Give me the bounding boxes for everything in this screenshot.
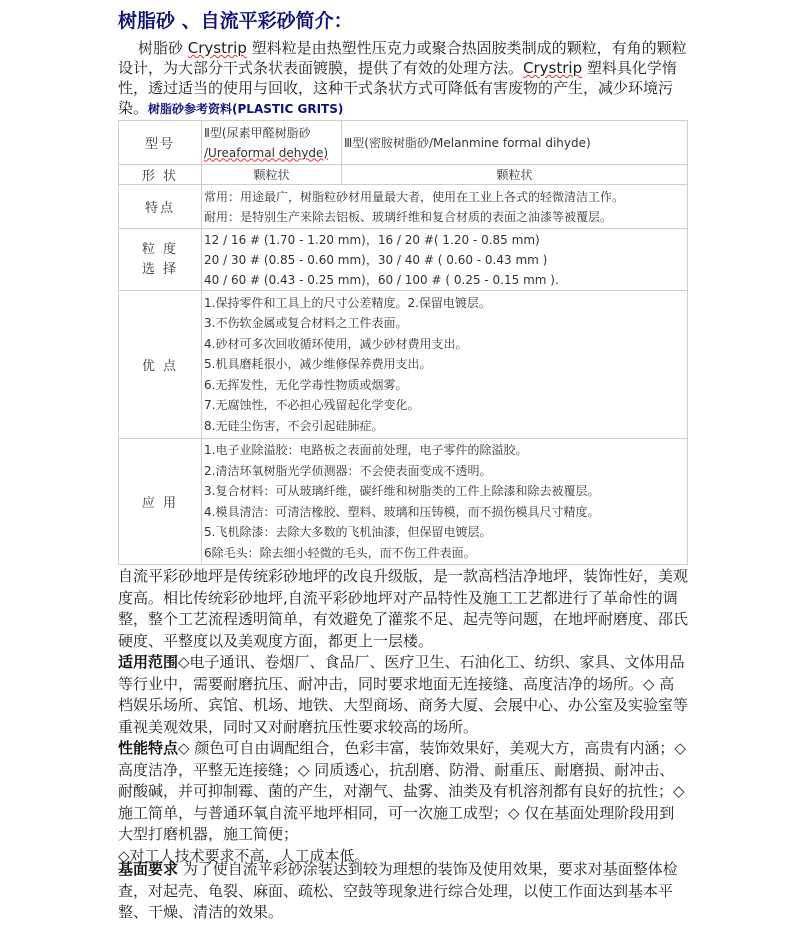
grain-cell bbox=[202, 229, 688, 291]
grain-line: 12 / 16 # (1.70 - 1.20 mm)，16 / 20 #( 1.20 - 0.85 mm) bbox=[204, 232, 540, 247]
intro-paragraph bbox=[118, 38, 688, 119]
table-row-features bbox=[119, 185, 688, 229]
shape-type3: 颗粒状 bbox=[342, 165, 688, 185]
grain-label-line2: 选 择 bbox=[141, 261, 179, 277]
advantage-item: 1.保持零件和工具上的尺寸公差精度。2.保留电镀层。 bbox=[204, 295, 491, 310]
brand-name-2: Crystrip bbox=[523, 59, 583, 77]
feature-line: 常用：用途最广，树脂粒砂材用量最大者，使用在工业上各式的轻微清洁工作。 bbox=[204, 189, 625, 204]
application-item: 6除毛头：除去细小轻微的毛头，而不伤工件表面。 bbox=[204, 545, 476, 560]
table-row-model bbox=[119, 121, 688, 165]
table-row-applications bbox=[119, 439, 688, 565]
features-heading: 性能特点 bbox=[118, 739, 179, 757]
model-type2-line2: /Ureaformal dehyde) bbox=[204, 145, 329, 160]
intro-lead: 树脂砂 bbox=[138, 39, 188, 57]
application-cell bbox=[202, 439, 688, 565]
body-paragraph-scope bbox=[118, 652, 688, 738]
table-caption: 树脂砂参考资料(PLASTIC GRITS) bbox=[148, 102, 344, 116]
shape-type2: 颗粒状 bbox=[202, 165, 342, 185]
grain-line: 20 / 30 # (0.85 - 0.60 mm)，30 / 40 # ( 0.60 - 0.43 mm ) bbox=[204, 252, 548, 267]
grain-label-line1: 粒 度 bbox=[141, 241, 179, 257]
advantage-item: 3.不伤软金属或复合材料之工件表面。 bbox=[204, 316, 408, 331]
advantage-item: 8.无硅尘伤害，不会引起硅肺症。 bbox=[204, 418, 384, 433]
model-label: 型号 bbox=[119, 121, 202, 165]
spec-table bbox=[118, 120, 688, 565]
table-row-advantages bbox=[119, 291, 688, 439]
table-row-grain bbox=[119, 229, 688, 291]
scope-heading: 适用范围 bbox=[118, 653, 179, 671]
features-text: ◇ 颜色可自由调配组合，色彩丰富，装饰效果好，美观大方，高贵有内涵；◇ 高度洁净，平整无连接缝；◇ 同质透心，抗刮磨、防滑、耐重压、耐磨损、耐冲击、耐酸碱，并可抑制霉、菌的产生，对潮气、盐雾、油类及有机溶剂都有良好的抗性；◇ 施工简单，与普通环氧自流平地坪相同，可一次施工成型；◇ 仅在基面处理阶段用到大型打磨机器，施工简便； bbox=[118, 739, 686, 843]
advantage-cell bbox=[202, 291, 688, 439]
grain-line: 40 / 60 # (0.43 - 0.25 mm)，60 / 100 # ( 0.25 - 0.15 mm ). bbox=[204, 272, 559, 287]
body-paragraph-features bbox=[118, 738, 688, 867]
advantage-item: 7.无腐蚀性，不必担心残留起化学变化。 bbox=[204, 398, 420, 413]
body-paragraph-overview: 自流平彩砂地坪是传统彩砂地坪的改良升级版，是一款高档洁净地坪，装饰性好，美观度高。相比传统彩砂地坪,自流平彩砂地坪对产品特性及施工工艺都进行了革命性的调整，整个工艺流程透明简单，有效避免了灌浆不足、起壳等问题，在地坪耐磨度、邵氏硬度、平整度以及美观度方面，都更上一层楼。 bbox=[118, 567, 689, 650]
feature-line: 耐用：是特别生产来除去铝板、玻璃纤维和复合材质的表面之油漆等被覆层。 bbox=[204, 209, 613, 224]
model-type2-line1: Ⅱ型(尿素甲醛树脂砂 bbox=[204, 125, 311, 140]
feature-label: 特点 bbox=[119, 185, 202, 229]
intro-text-2: 塑料具化学惰性，透过适当的使用与回收，这种干式条状方式可降低有害废物的产生，减少环境污染。 bbox=[118, 59, 677, 117]
advantage-label: 优 点 bbox=[119, 291, 202, 439]
scope-text: ◇电子通讯、卷烟厂、食品厂、医疗卫生、石油化工、纺织、家具、文体用品等行业中，需要耐磨抗压、耐冲击，同时要求地面无连接缝、高度洁净的场所。◇ 高档娱乐场所、宾馆、机场、地铁、大型商场、商务大厦、会展中心、办公室及实验室等重视美观效果，同时又对耐磨抗压性要求较高的场所。 bbox=[118, 653, 689, 736]
model-type2 bbox=[202, 121, 342, 165]
brand-name: Crystrip bbox=[187, 39, 247, 57]
advantage-item: 4.砂材可多次回收循环使用，减少砂材费用支出。 bbox=[204, 336, 468, 351]
feature-cell bbox=[202, 185, 688, 229]
application-item: 4.模具清洁：可清洁橡胶、塑料、玻璃和压铸模，而不损伤模具尺寸精度。 bbox=[204, 504, 600, 519]
body-paragraph-requirements bbox=[118, 859, 688, 924]
application-label: 应 用 bbox=[119, 439, 202, 565]
page-title: 树脂砂 、自流平彩砂简介： bbox=[118, 10, 353, 32]
requirements-heading: 基面要求 bbox=[118, 860, 179, 878]
application-item: 1.电子业除溢胶：电路板之表面前处理，电子零件的除溢胶。 bbox=[204, 443, 528, 457]
advantage-item: 5.机具磨耗很小，减少维修保养费用支出。 bbox=[204, 357, 432, 372]
application-item: 2.清洁环氧树脂光学侦测器：不会使表面变成不透明。 bbox=[204, 463, 492, 478]
model-type3: Ⅲ型(密胺树脂砂/Melanmine formal dihyde) bbox=[342, 121, 688, 165]
application-item: 3.复合材料：可从玻璃纤维，碳纤维和树脂类的工件上除漆和除去被覆层。 bbox=[204, 484, 600, 498]
features-text-extra: ◇对工人技术要求不高，人工成本低。 bbox=[118, 846, 370, 865]
shape-label: 形 状 bbox=[119, 165, 202, 185]
intro-text-1: 塑料粒是由热塑性压克力或聚合热固胺类制成的颗粒，有角的颗粒设计，为大部分干式条状表面镀膜，提供了有效的处理方法。 bbox=[118, 39, 687, 77]
advantage-item: 6.无挥发性，无化学毒性物质或烟雾。 bbox=[204, 377, 408, 392]
table-row-shape bbox=[119, 165, 688, 185]
grain-label bbox=[119, 229, 202, 291]
requirements-text: 为了使自流平彩砂涂装达到较为理想的装饰及使用效果，要求对基面整体检查，对起壳、龟裂、麻面、疏松、空鼓等现象进行综合处理，以使工作面达到基本平整、干燥、清洁的效果。 bbox=[118, 860, 678, 921]
application-item: 5.飞机除漆：去除大多数的飞机油漆，但保留电镀层。 bbox=[204, 525, 492, 539]
